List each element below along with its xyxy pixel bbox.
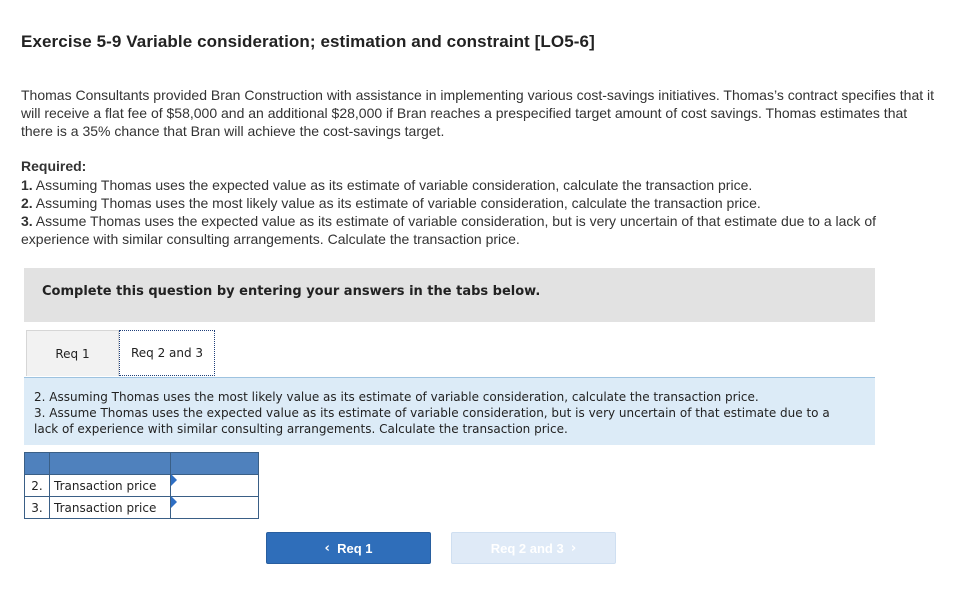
answer-cell — [171, 475, 259, 497]
tab-req-1[interactable] — [26, 330, 119, 376]
table-header-cell — [50, 453, 171, 475]
tab-req-2-and-3[interactable] — [119, 330, 215, 376]
prev-button-label: Req 1 — [337, 540, 373, 556]
required-item-text: Assuming Thomas uses the expected value as its estimate of variable consideration, calculate the transaction price. — [32, 177, 753, 193]
instruction-box — [24, 268, 875, 322]
next-button-label: Req 2 and 3 — [490, 540, 564, 556]
question-line-2: 2. Assuming Thomas uses the most likely value as its estimate of variable consideration, calculate the transaction price. — [34, 390, 759, 404]
prev-req-button[interactable] — [266, 532, 431, 564]
chevron-left-icon: ‹ — [324, 540, 330, 556]
row-label: Transaction price — [50, 497, 171, 519]
row-number: 2. — [25, 475, 50, 497]
question-text — [34, 389, 854, 437]
input-flag-icon — [171, 496, 177, 508]
chevron-right-icon: › — [570, 540, 577, 556]
answer-table — [24, 452, 259, 519]
table-row — [25, 475, 259, 497]
question-panel — [24, 377, 875, 445]
transaction-price-input-2[interactable] — [171, 476, 256, 495]
required-item-text: Assume Thomas uses the expected value as its estimate of variable consideration, but is very uncertain of that estimate due to a lack of experience with similar consulting arrangements. Calculate the transaction price. — [21, 213, 876, 247]
instruction-text: Complete this question by entering your answers in the tabs below. — [42, 284, 541, 299]
table-row — [25, 497, 259, 519]
required-item — [21, 212, 941, 248]
page-title: Exercise 5-9 Variable consideration; estimation and constraint [LO5-6] — [21, 32, 595, 51]
required-item — [21, 194, 941, 212]
transaction-price-input-3[interactable] — [171, 498, 256, 517]
input-flag-icon — [171, 474, 177, 486]
row-number: 3. — [25, 497, 50, 519]
tab-label: Req 2 and 3 — [130, 346, 204, 360]
required-list — [21, 176, 941, 248]
question-line-3: 3. Assume Thomas uses the expected value as its estimate of variable consideration, but is very uncertain of that estimate due to a lack of experience with similar consulting arrangements. Calculate the transaction price. — [34, 406, 830, 436]
answer-cell — [171, 497, 259, 519]
tab-label: Req 1 — [55, 346, 90, 361]
required-heading: Required: — [21, 158, 87, 174]
table-header-row — [25, 453, 259, 475]
table-header-cell — [25, 453, 50, 475]
row-label: Transaction price — [50, 475, 171, 497]
required-item-number: 1. — [21, 177, 33, 193]
required-item-number: 2. — [21, 195, 33, 211]
problem-intro: Thomas Consultants provided Bran Construction with assistance in implementing various cost-savings initiatives. Thomas’s contract specifies that it will receive a flat fee of $58,000 and an additional $28,000 if Bran reaches a prespecified target amount of cost savings. Thomas estimates that there is a 35% chance that Bran will achieve the cost-savings target. — [21, 87, 935, 139]
required-item — [21, 176, 941, 194]
next-req-button[interactable] — [451, 532, 616, 564]
required-item-text: Assuming Thomas uses the most likely value as its estimate of variable consideration, calculate the transaction price. — [32, 195, 761, 211]
required-item-number: 3. — [21, 213, 33, 229]
table-header-cell — [171, 453, 259, 475]
